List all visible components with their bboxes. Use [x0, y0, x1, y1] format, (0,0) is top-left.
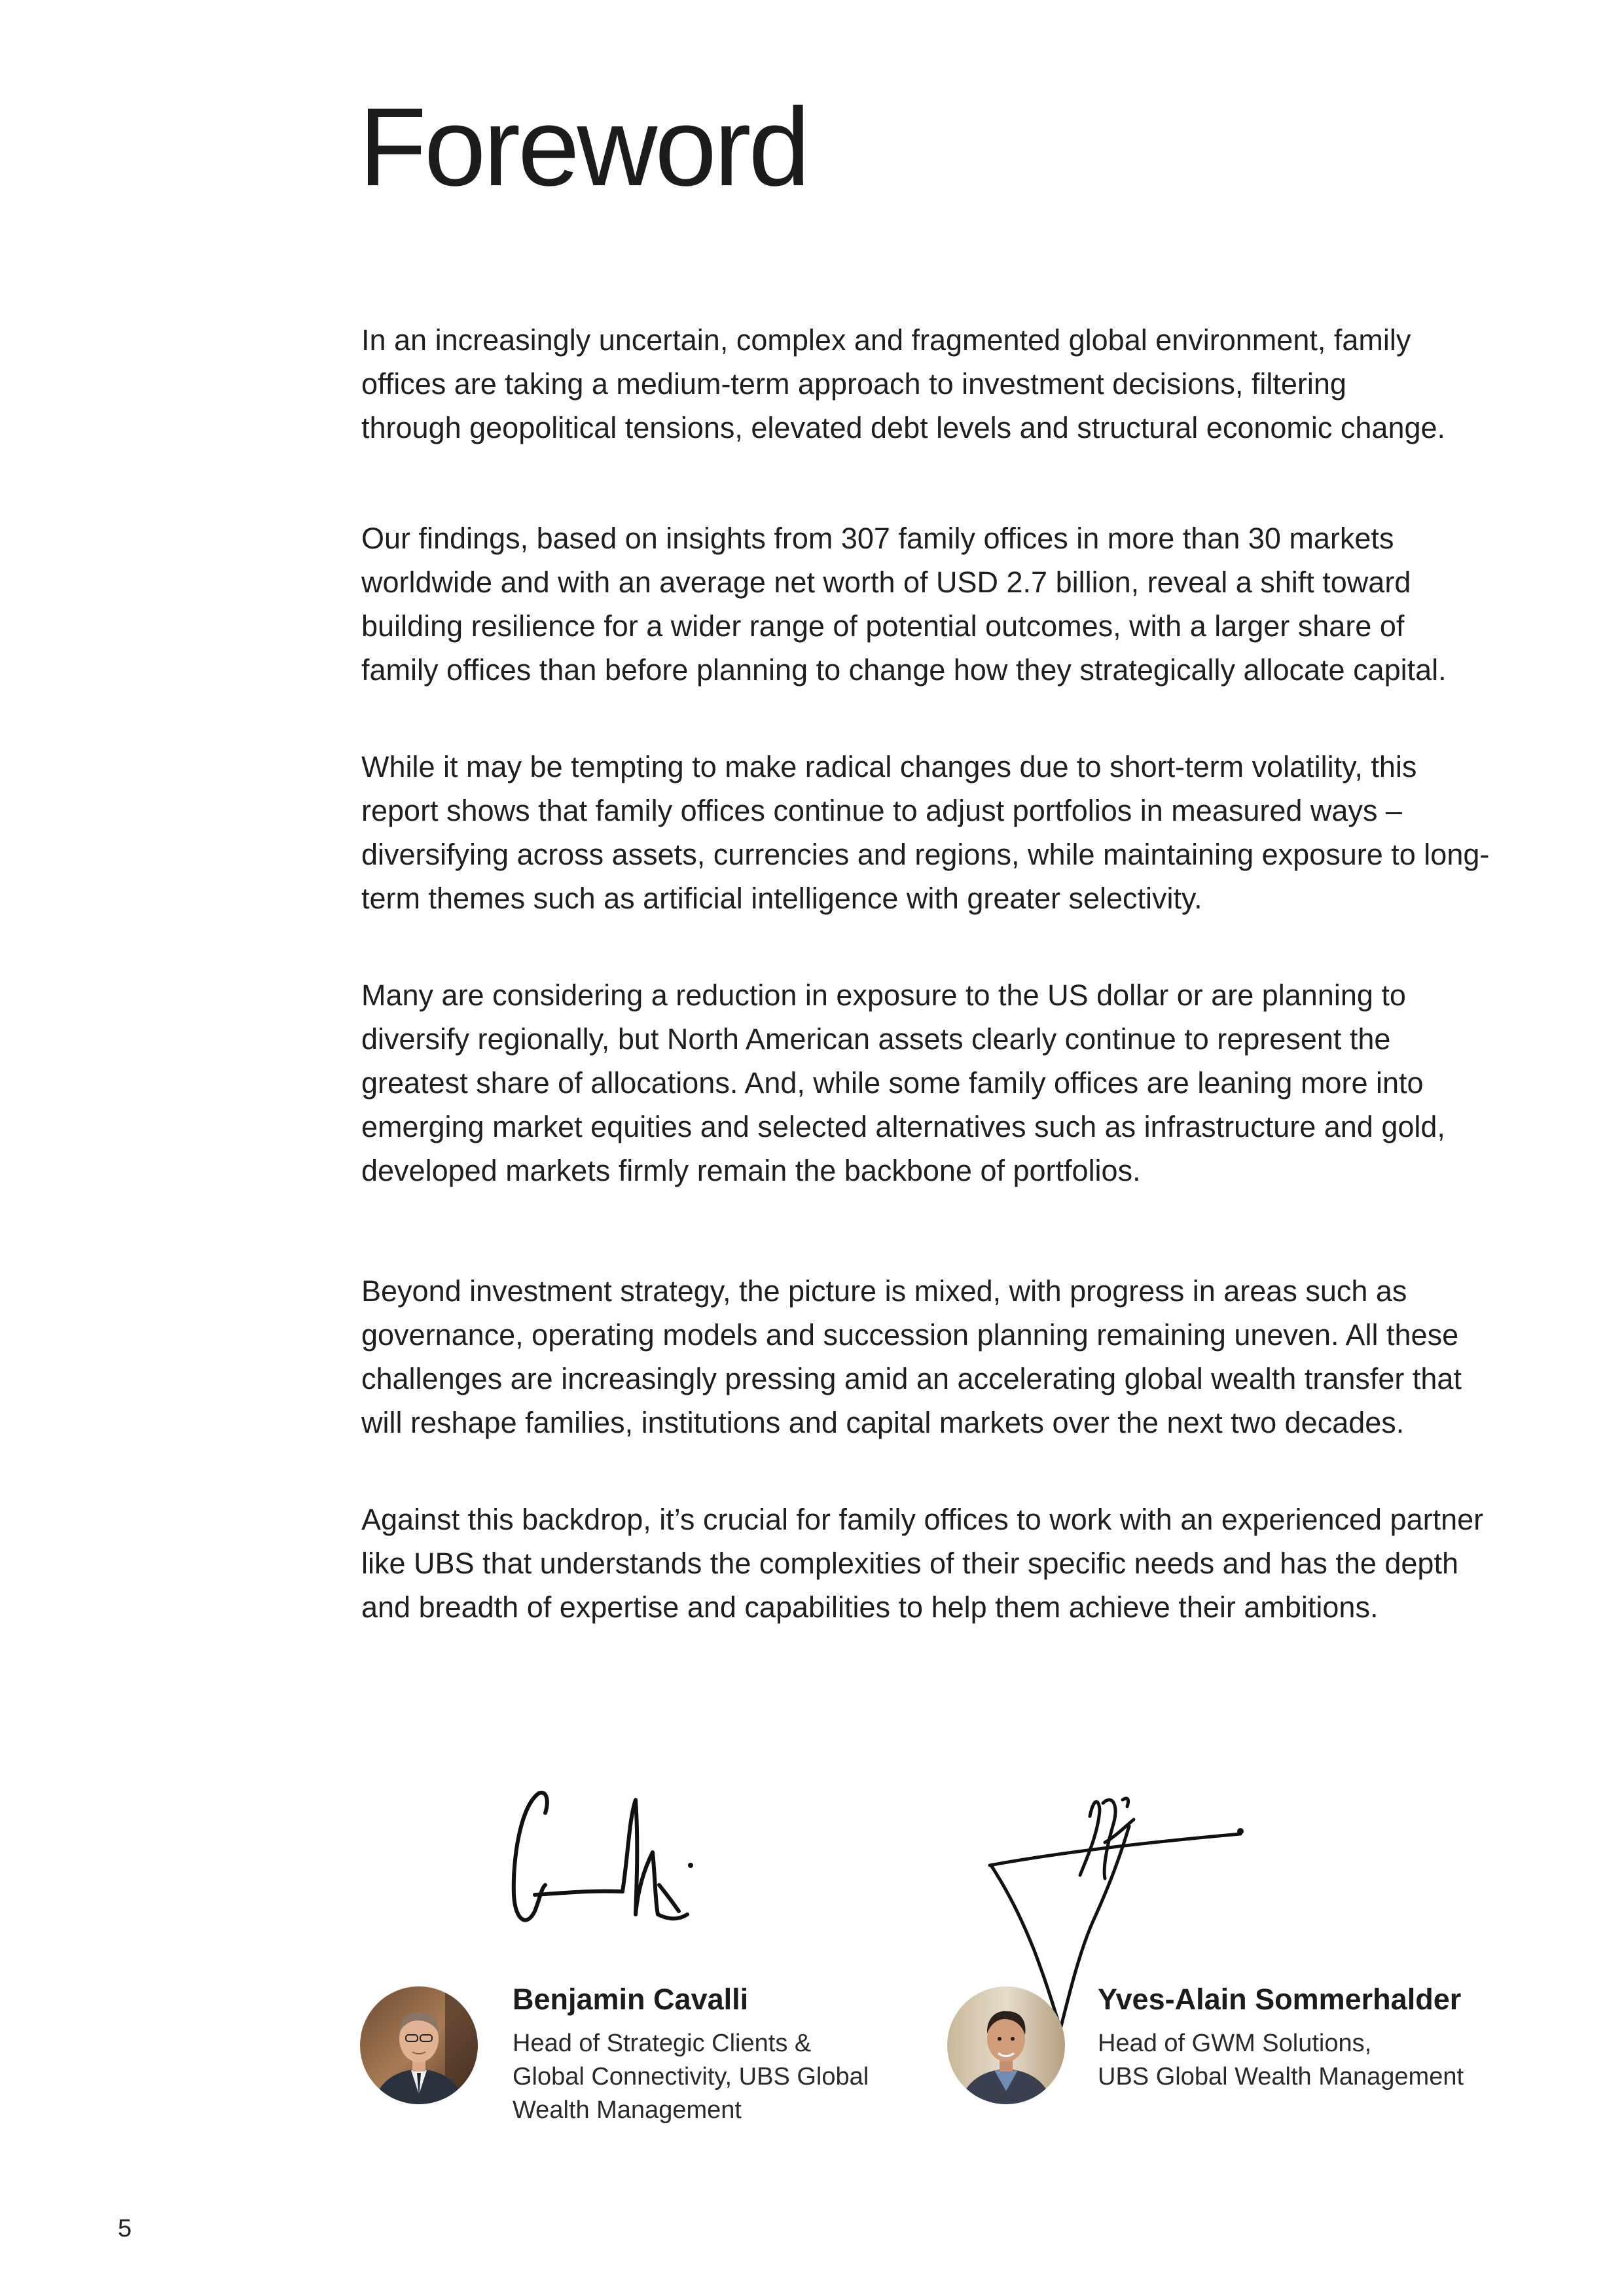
portrait-photo-yves-alain-sommerhalder	[947, 1986, 1065, 2104]
signatory-role: Head of Strategic Clients & Global Connectivity, UBS Global Wealth Management	[513, 2030, 869, 2124]
page-title: Foreword	[359, 85, 808, 209]
signatory-role: Head of GWM Solutions, UBS Global Wealth Management	[1098, 2030, 1464, 2090]
foreword-paragraph: In an increasingly uncertain, complex and fragmented global environment, family offices are taking a medium-term approach to investment decisions, filtering through geopolitical tensions, elevated debt levels and structural economic change.	[361, 323, 1446, 444]
foreword-paragraph: Against this backdrop, it’s crucial for family offices to work with an experienced partner like UBS that understands the complexities of their specific needs and has the depth and breadth of expertise and capabilities to help them achieve their ambitions.	[361, 1503, 1484, 1624]
signature-benjamin-cavalli	[507, 1780, 723, 1950]
foreword-paragraph: Our findings, based on insights from 307 family offices in more than 30 markets worldwide and with an average net worth of USD 2.7 billion, reveal a shift toward building resilience for a wider range of potential outcomes, with a larger share of family offices than before planning to change how they strategically allocate capital.	[361, 522, 1447, 687]
avatar	[947, 1986, 1065, 2104]
page-number: 5	[118, 2215, 132, 2242]
signatory-name: Benjamin Cavalli	[513, 1982, 749, 2016]
signatory-name: Yves-Alain Sommerhalder	[1098, 1982, 1462, 2016]
foreword-paragraph: Beyond investment strategy, the picture is mixed, with progress in areas such as governance, operating models and succession planning remaining uneven. All these challenges are increasingly pressing amid an accelerating global wealth transfer that will reshape families, institutions and capital markets over the next two decades.	[361, 1274, 1462, 1439]
foreword-paragraph: Many are considering a reduction in exposure to the US dollar or are planning to diversify regionally, but North American assets clearly continue to represent the greatest share of allocations. And, while some family offices are leaning more into emerging market equities and selected alternatives such as infrastructure and gold, developed markets firmly remain the backbone of portfolios.	[361, 978, 1445, 1187]
avatar	[360, 1986, 478, 2104]
portrait-photo-benjamin-cavalli	[360, 1986, 478, 2104]
foreword-paragraph: While it may be tempting to make radical changes due to short-term volatility, this report shows that family offices continue to adjust portfolios in measured ways – diversifying across assets, currencies and regions, while maintaining exposure to long- term themes such as artificial intelligence with greater selectivity.	[361, 750, 1490, 915]
